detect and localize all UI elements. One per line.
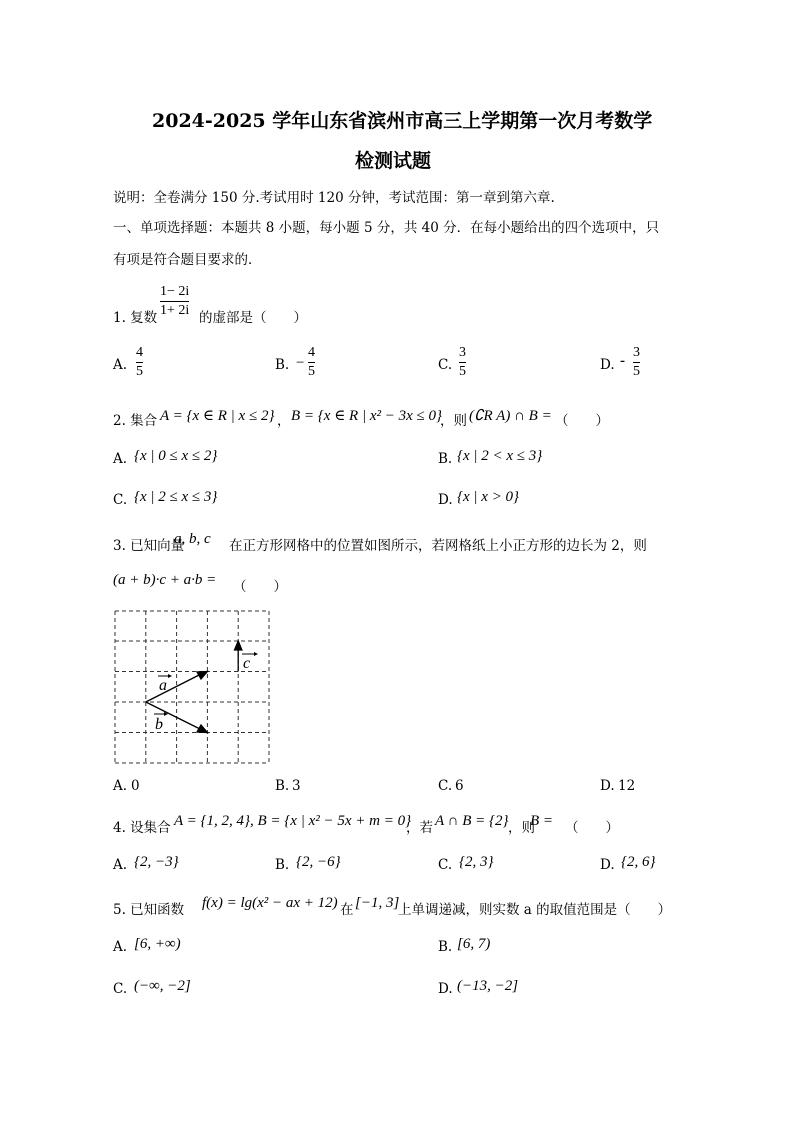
q4-paren: （ ） xyxy=(565,820,619,836)
q5-option-d-label[interactable]: D. xyxy=(438,981,453,997)
q1-numerator: 1− 2i xyxy=(160,284,190,299)
q3-paren: （ ） xyxy=(233,579,287,595)
q5-option-b-label[interactable]: B. xyxy=(438,939,453,955)
q1-option-b-sign: − xyxy=(296,355,305,371)
q1-option-b-label[interactable]: B. xyxy=(275,357,290,373)
q3-line1-suffix: 在正方形网格中的位置如图所示，若网格纸上小正方形的边长为 2，则 xyxy=(229,538,647,554)
q2-paren: （ ） xyxy=(555,413,609,429)
vector-a-label-arrow xyxy=(157,673,173,679)
q4-ask: B = xyxy=(530,813,554,829)
q1-fraction xyxy=(160,284,189,319)
q3-option-c-value[interactable]: 6 xyxy=(455,778,464,794)
q1-option-d-sign: - xyxy=(620,353,625,369)
q5-option-c-label[interactable]: C. xyxy=(113,981,128,997)
section-heading-cont: 有项是符合题目要求的． xyxy=(113,252,262,268)
q3-option-d-label[interactable]: D. xyxy=(600,778,615,794)
q2-option-d-label[interactable]: D. xyxy=(438,492,453,508)
exam-note: 说明：全卷满分 150 分.考试用时 120 分钟，考试范围：第一章到第六章. xyxy=(113,190,555,206)
q4-mid: ，若 xyxy=(406,820,433,836)
q4-option-d-value[interactable]: {2, 6} xyxy=(621,854,656,870)
q2-option-c-label[interactable]: C. xyxy=(113,492,128,508)
q1-option-a-value[interactable]: 4 5 xyxy=(136,345,143,379)
q3-option-c-label[interactable]: C. xyxy=(438,778,453,794)
q1-suffix: 的虚部是（ ） xyxy=(199,310,307,326)
q2-prefix: 2. 集合 xyxy=(113,413,158,429)
q3-expression: (a + b)·c + a·b = xyxy=(113,572,217,588)
q5-prefix: 5. 已知函数 xyxy=(113,902,185,918)
q3-option-a-value[interactable]: 0 xyxy=(131,778,140,794)
q1-prefix: 1. 复数 xyxy=(113,310,158,326)
q2-suffix: ，则 xyxy=(440,413,467,429)
q2-option-b-label[interactable]: B. xyxy=(438,451,453,467)
q2-expression: (∁R A) ∩ B = xyxy=(469,408,552,424)
q4-option-c-value[interactable]: {2, 3} xyxy=(459,854,494,870)
q5-mid: 在 xyxy=(340,902,354,918)
q3-line1-prefix: 3. 已知向量 xyxy=(113,538,185,554)
q2-set-b: B = {x ∈ R | x² − 3x ≤ 0} xyxy=(291,408,442,424)
q1-option-b-value[interactable]: 4 5 xyxy=(308,345,315,379)
q3-option-b-value[interactable]: 3 xyxy=(292,778,301,794)
q2-set-a: A = {x ∈ R | x ≤ 2} xyxy=(160,408,275,424)
q2-option-c-value[interactable]: {x | 2 ≤ x ≤ 3} xyxy=(134,489,218,505)
q5-function: f(x) = lg(x² − ax + 12) xyxy=(202,895,338,911)
q1-option-d-label[interactable]: D. xyxy=(600,357,615,373)
q4-prefix: 4. 设集合 xyxy=(113,820,171,836)
q1-denominator: 1+ 2i xyxy=(160,303,190,318)
vector-a-arrowhead xyxy=(197,672,207,680)
q3-option-d-value[interactable]: 12 xyxy=(618,778,636,794)
vector-b-label: b xyxy=(155,716,163,733)
q3-vector-grid-figure xyxy=(114,610,270,764)
q4-option-c-label[interactable]: C. xyxy=(438,857,453,873)
section-heading: 一、单项选择题：本题共 8 小题，每小题 5 分，共 40 分．在每小题给出的四个选项中，只 xyxy=(113,220,660,236)
q5-option-d-value[interactable]: (−13, −2] xyxy=(457,978,519,994)
vector-a-label: a xyxy=(159,677,167,694)
q4-tail: ，则 xyxy=(508,820,535,836)
q3-option-b-label[interactable]: B. xyxy=(275,778,290,794)
vector-c-label: c xyxy=(243,655,251,672)
q2-option-a-label[interactable]: A. xyxy=(113,451,128,467)
vector-c-label-arrow xyxy=(241,651,259,657)
q4-expression: A = {1, 2, 4}, B = {x | x² − 5x + m = 0} xyxy=(174,813,412,829)
q5-option-b-value[interactable]: [6, 7) xyxy=(457,936,491,952)
q2-option-a-value[interactable]: {x | 0 ≤ x ≤ 2} xyxy=(134,448,218,464)
vector-b-label-arrow xyxy=(153,711,169,717)
doc-title-line1: 2024-2025 学年山东省滨州市高三上学期第一次月考数学 xyxy=(152,110,653,132)
q1-option-c-label[interactable]: C. xyxy=(438,357,453,373)
vector-c-arrowhead xyxy=(235,641,242,650)
q5-interval: [−1, 3] xyxy=(355,895,400,911)
q4-option-a-label[interactable]: A. xyxy=(113,857,128,873)
q2-option-b-value[interactable]: {x | 2 < x ≤ 3} xyxy=(457,448,543,464)
doc-title-line2: 检测试题 xyxy=(355,150,432,172)
q1-option-c-value[interactable]: 3 5 xyxy=(459,345,466,379)
vector-a-line xyxy=(146,673,204,703)
q4-option-b-label[interactable]: B. xyxy=(275,857,290,873)
q5-option-c-value[interactable]: (−∞, −2] xyxy=(134,978,191,994)
vector-b-arrowhead xyxy=(197,725,207,733)
q3-vectors: a, b, c xyxy=(174,531,211,547)
q2-option-d-value[interactable]: {x | x > 0} xyxy=(457,489,520,505)
q1-option-a-label[interactable]: A. xyxy=(113,357,128,373)
q4-option-b-value[interactable]: {2, −6} xyxy=(296,854,341,870)
q5-suffix: 上单调递减，则实数 a 的取值范围是（ ） xyxy=(398,902,672,918)
q4-option-d-label[interactable]: D. xyxy=(600,857,615,873)
q5-option-a-label[interactable]: A. xyxy=(113,939,128,955)
q4-condition: A ∩ B = {2} xyxy=(435,813,509,829)
q3-option-a-label[interactable]: A. xyxy=(113,778,128,794)
q1-option-d-value[interactable]: 3 5 xyxy=(633,345,640,379)
q5-option-a-value[interactable]: [6, +∞) xyxy=(134,936,181,952)
q4-option-a-value[interactable]: {2, −3} xyxy=(134,854,179,870)
